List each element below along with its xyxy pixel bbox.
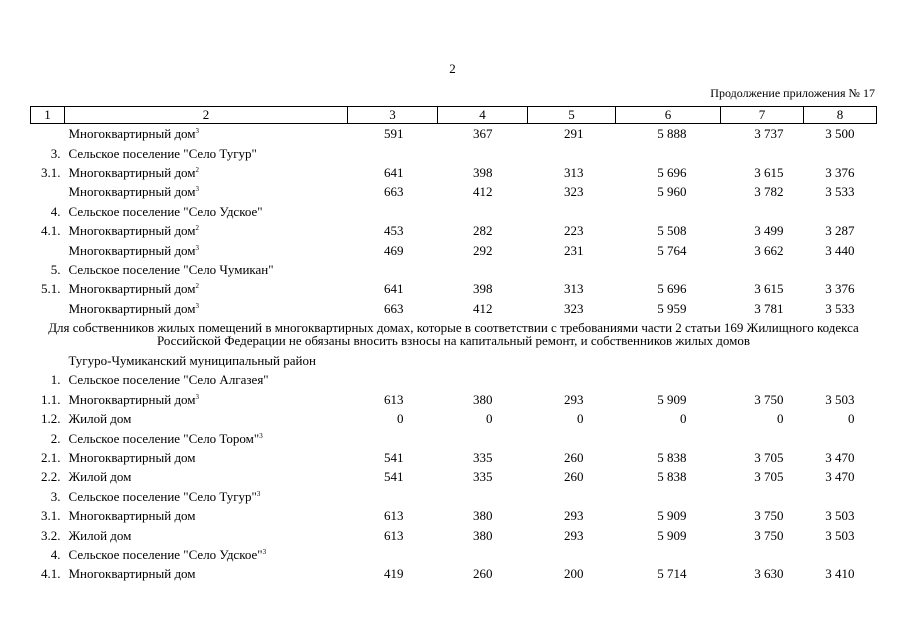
value-cell-col-5: 323 [564, 300, 584, 316]
row-name [65, 202, 348, 221]
value-cell-col-5: 260 [564, 450, 584, 466]
column-header: 5 [528, 107, 616, 124]
value-cell-col-7: 3 615 [754, 281, 784, 297]
row-index: 2.2. [41, 469, 61, 485]
table-row [31, 448, 877, 467]
value-cell-col-6: 5 960 [657, 184, 687, 200]
row-name [65, 390, 348, 409]
table-row [31, 143, 877, 162]
row-name-text: Многоквартирный дом [68, 164, 196, 180]
region-row [31, 347, 877, 370]
value-cell-col-6: 5 909 [657, 527, 687, 543]
table-row [31, 525, 877, 544]
value-cell-col-7: 3 499 [754, 223, 784, 239]
footnote-marker: 3 [259, 431, 263, 440]
footnote-marker: 3 [195, 392, 200, 401]
value-cell-col-4 [438, 428, 528, 447]
row-name-text: Сельское поселение "Село Тугур" [68, 488, 257, 504]
value-cell-col-4 [438, 143, 528, 162]
value-cell-col-5 [528, 428, 616, 447]
value-cell-col-7: 3 615 [754, 164, 784, 180]
row-name-text: Многоквартирный дом [68, 300, 196, 316]
row-index: 3.1. [41, 508, 61, 524]
row-index: 1. [50, 372, 61, 388]
value-cell-col-7: 3 782 [754, 184, 784, 200]
value-cell-col-7: 3 750 [754, 508, 784, 524]
note-row [31, 318, 877, 347]
value-cell-col-3: 453 [384, 223, 404, 239]
row-name [65, 240, 348, 259]
row-name [65, 525, 348, 544]
row-index: 4. [50, 203, 61, 219]
value-cell-col-5: 260 [564, 469, 584, 485]
column-header: 1 [31, 107, 65, 124]
value-cell-col-4 [438, 487, 528, 506]
table-row [31, 182, 877, 201]
footnote-marker: 3 [195, 301, 200, 310]
value-cell-col-4: 282 [473, 223, 493, 239]
value-cell-col-6 [616, 260, 721, 279]
row-name [65, 299, 348, 318]
page-number: 2 [449, 61, 456, 76]
row-name-text: Многоквартирный дом [68, 391, 196, 407]
value-cell-col-7: 3 750 [754, 391, 784, 407]
value-cell-col-6 [616, 370, 721, 389]
value-cell-col-4: 380 [473, 391, 493, 407]
value-cell-col-3: 663 [384, 300, 404, 316]
value-cell-col-8 [804, 202, 877, 221]
row-name [65, 564, 348, 583]
row-name [65, 467, 348, 486]
value-cell-col-4: 398 [473, 164, 493, 180]
value-cell-col-3: 663 [384, 184, 404, 200]
value-cell-col-3 [348, 545, 438, 564]
value-cell-col-6: 5 909 [657, 391, 687, 407]
value-cell-col-8 [804, 545, 877, 564]
value-cell-col-6: 5 696 [657, 164, 687, 180]
value-cell-col-5 [528, 260, 616, 279]
row-index [31, 299, 65, 318]
row-name-text: Жилой дом [68, 411, 132, 427]
value-cell-col-4: 260 [473, 566, 493, 582]
row-name-text: Многоквартирный дом [68, 184, 196, 200]
row-name [65, 221, 348, 240]
value-cell-col-8: 3 500 [825, 126, 855, 142]
row-index: 4.1. [41, 566, 61, 582]
value-cell-col-5 [528, 545, 616, 564]
value-cell-col-4: 367 [473, 126, 493, 142]
value-cell-col-5: 293 [564, 391, 584, 407]
value-cell-col-5 [528, 143, 616, 162]
value-cell-col-3: 613 [384, 527, 404, 543]
value-cell-col-6: 5 959 [657, 300, 687, 316]
value-cell-col-6 [616, 428, 721, 447]
value-cell-col-7: 3 750 [754, 527, 784, 543]
table-row [31, 221, 877, 240]
value-cell-col-4 [438, 545, 528, 564]
table-row [31, 390, 877, 409]
value-cell-col-8: 3 376 [825, 164, 855, 180]
table-row [31, 163, 877, 182]
value-cell-col-3 [348, 143, 438, 162]
value-cell-col-3: 641 [384, 164, 404, 180]
value-cell-col-3 [348, 487, 438, 506]
value-cell-col-4: 380 [473, 527, 493, 543]
value-cell-col-4: 398 [473, 281, 493, 297]
table-row [31, 124, 877, 144]
row-index: 4.1. [41, 223, 61, 239]
value-cell-col-4: 380 [473, 508, 493, 524]
value-cell-col-8: 3 410 [825, 566, 855, 582]
table-row [31, 279, 877, 298]
value-cell-col-8 [804, 428, 877, 447]
value-cell-col-3: 613 [384, 391, 404, 407]
value-cell-col-7 [721, 428, 804, 447]
value-cell-col-8 [804, 260, 877, 279]
row-name [65, 448, 348, 467]
value-cell-col-4: 412 [473, 300, 493, 316]
region-name: Тугуро-Чумиканский муниципальный район [68, 352, 316, 368]
value-cell-col-5: 200 [564, 566, 584, 582]
value-cell-col-8: 3 470 [825, 469, 855, 485]
value-cell-col-6 [616, 143, 721, 162]
table-row [31, 428, 877, 447]
row-index: 4. [50, 547, 61, 562]
row-name-text: Сельское поселение "Село Тором" [68, 430, 260, 446]
row-name-text: Многоквартирный дом [68, 508, 196, 524]
value-cell-col-3 [348, 370, 438, 389]
row-index: 5.1. [41, 281, 61, 297]
value-cell-col-8: 3 503 [825, 508, 855, 524]
value-cell-col-6 [616, 202, 721, 221]
value-cell-col-6: 5 888 [657, 126, 687, 142]
value-cell-col-8 [804, 370, 877, 389]
footnote-marker: 2 [195, 224, 200, 233]
value-cell-col-8: 3 440 [825, 242, 855, 258]
row-index: 3.2. [41, 527, 61, 543]
row-name-text: Многоквартирный дом [68, 566, 196, 582]
row-name-text: Сельское поселение "Село Тугур" [68, 145, 257, 161]
row-name [65, 124, 348, 144]
note-text: Для собственников жилых помещений в многоквартирных домах, которые в соответствии с требованиями части 2 статьи 169 Жилищного кодекса Российской Федерации не обязаны вносить взносы на капитальный ремонт, и собственников жилых домов [48, 319, 859, 348]
row-index: 1.1. [41, 391, 61, 407]
value-cell-col-8: 3 533 [825, 300, 855, 316]
table-row [31, 487, 877, 506]
row-name-text: Многоквартирный дом [68, 242, 196, 258]
row-index [31, 124, 65, 144]
value-cell-col-4: 335 [473, 469, 493, 485]
footnote-marker: 3 [256, 489, 261, 498]
value-cell-col-3 [348, 428, 438, 447]
value-cell-col-3: 641 [384, 281, 404, 297]
row-name-text: Многоквартирный дом [68, 281, 196, 297]
table-row [31, 506, 877, 525]
tariff-table [30, 106, 877, 584]
value-cell-col-6: 5 838 [657, 469, 687, 485]
value-cell-col-3: 419 [384, 566, 404, 582]
value-cell-col-6: 5 764 [657, 242, 687, 258]
column-header: 3 [348, 107, 438, 124]
value-cell-col-5: 293 [564, 527, 584, 543]
value-cell-col-5: 231 [564, 242, 584, 258]
row-name-text: Сельское поселение "Село Чумикан" [68, 261, 274, 277]
footnote-marker: 3 [262, 548, 267, 556]
value-cell-col-4 [438, 202, 528, 221]
footnote-marker: 3 [195, 185, 200, 194]
value-cell-col-6: 0 [680, 411, 687, 427]
footnote-marker: 2 [195, 282, 200, 291]
value-cell-col-3: 0 [397, 411, 404, 427]
row-name-text: Жилой дом [68, 469, 132, 485]
value-cell-col-7 [721, 260, 804, 279]
value-cell-col-3: 469 [384, 242, 404, 258]
value-cell-col-8: 3 503 [825, 391, 855, 407]
row-name-text: Жилой дом [68, 527, 132, 543]
row-name [65, 428, 348, 447]
value-cell-col-8: 3 533 [825, 184, 855, 200]
value-cell-col-6 [616, 487, 721, 506]
value-cell-col-6: 5 909 [657, 508, 687, 524]
value-cell-col-7: 3 630 [754, 566, 784, 582]
row-name [65, 260, 348, 279]
footnote-marker: 3 [195, 243, 200, 252]
tariff-table-container [30, 106, 876, 584]
value-cell-col-7 [721, 487, 804, 506]
row-name [65, 279, 348, 298]
table-row [31, 409, 877, 428]
row-index: 3. [50, 488, 61, 504]
table-row [31, 564, 877, 583]
column-header: 2 [65, 107, 348, 124]
value-cell-col-6: 5 714 [657, 566, 687, 582]
row-index: 5. [50, 261, 61, 277]
value-cell-col-3: 541 [384, 469, 404, 485]
value-cell-col-6: 5 838 [657, 450, 687, 466]
row-name [65, 409, 348, 428]
row-name [65, 163, 348, 182]
value-cell-col-8: 3 503 [825, 527, 855, 543]
value-cell-col-3: 541 [384, 450, 404, 466]
value-cell-col-5: 0 [577, 411, 584, 427]
value-cell-col-7: 0 [777, 411, 784, 427]
table-row [31, 202, 877, 221]
row-name [65, 370, 348, 389]
row-name [65, 487, 348, 506]
row-index: 3.1. [41, 164, 61, 180]
table-body-note [31, 318, 877, 370]
row-index: 2.1. [41, 450, 61, 466]
value-cell-col-8: 3 376 [825, 281, 855, 297]
value-cell-col-5 [528, 202, 616, 221]
value-cell-col-6 [616, 545, 721, 564]
value-cell-col-4: 0 [486, 411, 493, 427]
value-cell-col-8: 0 [848, 411, 855, 427]
table-row [31, 467, 877, 486]
value-cell-col-7 [721, 370, 804, 389]
value-cell-col-7: 3 781 [754, 300, 784, 316]
row-name-text: Сельское поселение "Село Алгазея" [68, 372, 269, 388]
row-name-text: Многоквартирный дом [68, 450, 196, 466]
value-cell-col-5: 313 [564, 164, 584, 180]
row-name-text: Многоквартирный дом [68, 126, 196, 142]
row-name [65, 182, 348, 201]
value-cell-col-7: 3 705 [754, 450, 784, 466]
table-row [31, 370, 877, 389]
footnote-marker: 2 [195, 165, 200, 174]
value-cell-col-3: 591 [384, 126, 404, 142]
value-cell-col-7 [721, 143, 804, 162]
value-cell-col-3: 613 [384, 508, 404, 524]
value-cell-col-7 [721, 545, 804, 564]
table-row [31, 545, 877, 564]
row-index [31, 240, 65, 259]
value-cell-col-5: 323 [564, 184, 584, 200]
row-name-text: Сельское поселение "Село Удское" [68, 547, 263, 562]
table-row [31, 240, 877, 259]
value-cell-col-5 [528, 370, 616, 389]
column-header: 8 [804, 107, 877, 124]
value-cell-col-7 [721, 202, 804, 221]
value-cell-col-5 [528, 487, 616, 506]
value-cell-col-5: 313 [564, 281, 584, 297]
table-row [31, 299, 877, 318]
value-cell-col-5: 293 [564, 508, 584, 524]
value-cell-col-7: 3 705 [754, 469, 784, 485]
table-body-top [31, 124, 877, 318]
value-cell-col-5: 291 [564, 126, 584, 142]
table-row [31, 260, 877, 279]
row-index: 3. [50, 145, 61, 161]
column-header: 7 [721, 107, 804, 124]
value-cell-col-5: 223 [564, 223, 584, 239]
value-cell-col-8 [804, 487, 877, 506]
table-body-bottom [31, 370, 877, 583]
row-index: 1.2. [41, 411, 61, 427]
value-cell-col-4 [438, 260, 528, 279]
row-name [65, 143, 348, 162]
value-cell-col-3 [348, 202, 438, 221]
row-name-text: Сельское поселение "Село Удское" [68, 203, 263, 219]
value-cell-col-8: 3 470 [825, 450, 855, 466]
value-cell-col-4: 292 [473, 242, 493, 258]
value-cell-col-6: 5 508 [657, 223, 687, 239]
continuation-caption: Продолжение приложения № 17 [710, 86, 875, 100]
value-cell-col-8 [804, 143, 877, 162]
column-header: 4 [438, 107, 528, 124]
row-name-text: Многоквартирный дом [68, 223, 196, 239]
row-name [65, 506, 348, 525]
column-header: 6 [616, 107, 721, 124]
value-cell-col-4: 412 [473, 184, 493, 200]
value-cell-col-4: 335 [473, 450, 493, 466]
row-index: 2. [50, 430, 61, 446]
value-cell-col-6: 5 696 [657, 281, 687, 297]
row-index [31, 182, 65, 201]
column-number-header [31, 107, 877, 124]
value-cell-col-8: 3 287 [825, 223, 855, 239]
footnote-marker: 3 [195, 127, 200, 136]
value-cell-col-7: 3 662 [754, 242, 784, 258]
value-cell-col-3 [348, 260, 438, 279]
row-name [65, 545, 348, 564]
value-cell-col-7: 3 737 [754, 126, 784, 142]
value-cell-col-4 [438, 370, 528, 389]
